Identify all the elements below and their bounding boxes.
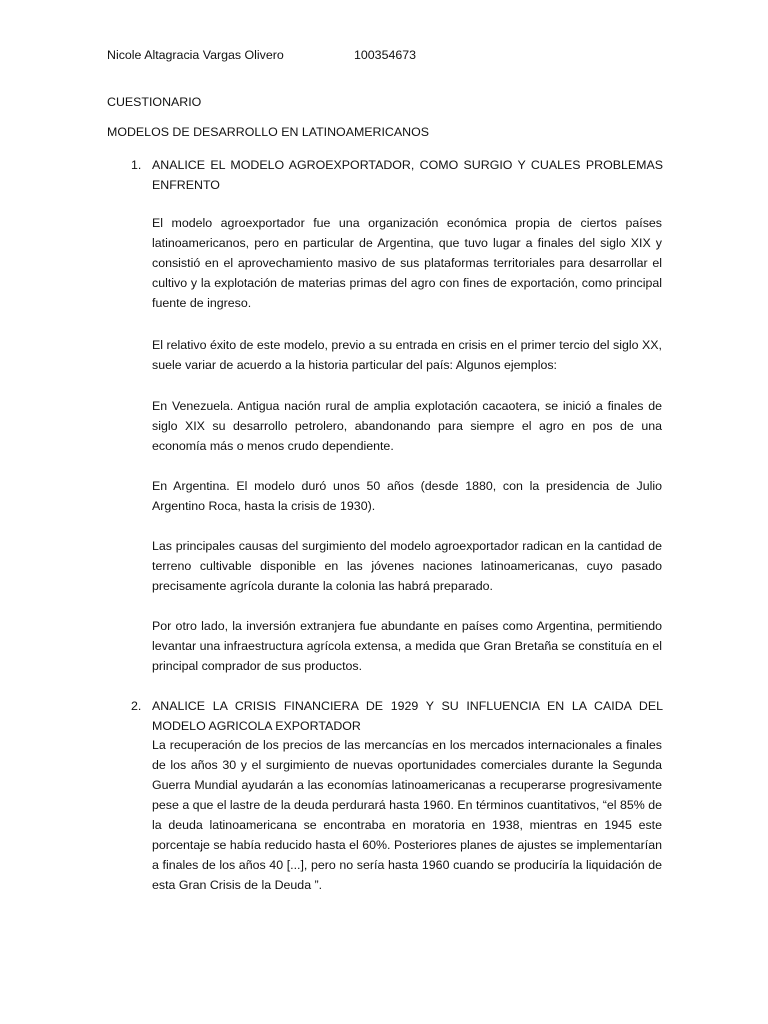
student-header (107, 45, 667, 65)
answer-paragraph: Por otro lado, la inversión extranjera fue abundante en países como Argentina, permitiendo levantar una infraestructura agrícola extensa, a medida que Gran Bretaña se constituía en el principal comprador de sus productos. (152, 619, 662, 673)
answer-paragraph: En Argentina. El modelo duró unos 50 años (desde 1880, con la presidencia de Julio Argentino Roca, hasta la crisis de 1930). (152, 479, 662, 513)
document-title: CUESTIONARIO (107, 95, 202, 109)
answer-paragraph: La recuperación de los precios de las mercancías en los mercados internacionales a finales de los años 30 y el surgimiento de nuevas oportunidades comerciales durante la Segunda Guerra Mundial ayudarán a las economías latinoamericanas a recuperarse progresivamente pese a que el lastre de la deuda perdurará hasta 1960. En términos cuantitativos, “el 85% de la deuda latinoamericana se encontraba en moratoria en 1938, mientras en 1945 este porcentaje se había reducido hasta el 60%. Posteriores planes de ajustes se implementarían a finales de los años 40 [...], pero no sería hasta 1960 cuando se produciría la liquidación de esta Gran Crisis de la Deuda ”. (152, 738, 662, 892)
question-text: ANALICE EL MODELO AGROEXPORTADOR, COMO SURGIO Y CUALES PROBLEMAS ENFRENTO (152, 158, 663, 192)
question-text: ANALICE LA CRISIS FINANCIERA DE 1929 Y SU INFLUENCIA EN LA CAIDA DEL MODELO AGRICOLA EXPORTADOR (152, 699, 663, 733)
answer-paragraph: Las principales causas del surgimiento del modelo agroexportador radican en la cantidad de terreno cultivable disponible en las jóvenes naciones latinoamericanas, cuyo pasado precisamente agrícola durante la colonia las habrá preparado. (152, 539, 662, 593)
answer-paragraph: En Venezuela. Antigua nación rural de amplia explotación cacaotera, se inició a finales de siglo XIX su desarrollo petrolero, abandonando para siempre el agro en pos de una economía más o menos crudo dependiente. (152, 399, 662, 453)
question-number: 2. (131, 699, 142, 713)
question-number: 1. (131, 158, 142, 172)
document-subtitle: MODELOS DE DESARROLLO EN LATINOAMERICANOS (107, 125, 429, 139)
answer-paragraph: El modelo agroexportador fue una organización económica propia de ciertos países latinoamericanos, pero en particular de Argentina, que tuvo lugar a finales del siglo XIX y consistió en el aprovechamiento masivo de sus plataformas territoriales para desarrollar el cultivo y la explotación de materias primas del agro con fines de exportación, como principal fuente de ingreso. (152, 216, 662, 310)
answer-paragraph: El relativo éxito de este modelo, previo a su entrada en crisis en el primer tercio del siglo XX, suele variar de acuerdo a la historia particular del país: Algunos ejemplos: (152, 338, 662, 372)
student-id: 100354673 (354, 48, 417, 62)
student-name: Nicole Altagracia Vargas Olivero (107, 48, 284, 62)
